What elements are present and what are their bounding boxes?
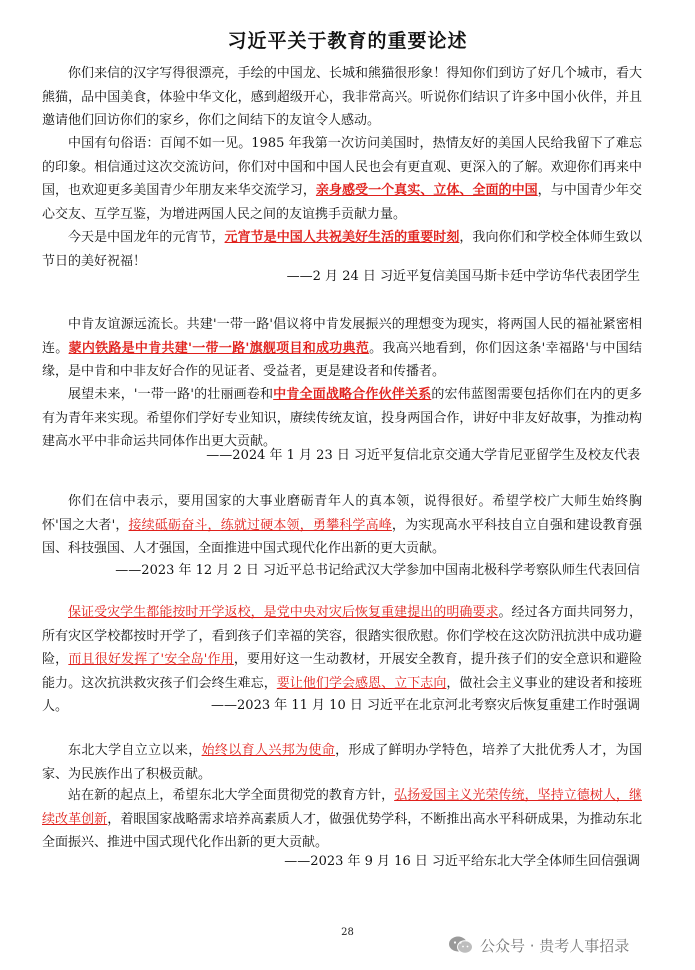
highlighted-text: 接续砥砺奋斗，练就过硬本领，勇攀科学高峰 (128, 517, 392, 533)
text-segment: ，我向你们和学校全体师生致以节日的美好祝福！ (42, 230, 642, 269)
watermark-text: 公众号 · 贵考人事招录 (480, 936, 630, 955)
text-segment: 站在新的起点上，希望东北大学全面贯彻党的教育方针， (68, 788, 395, 803)
text-segment: 。经过各方面共同努力，所有灾区学校都按时开学了，看到孩子们幸福的笑容，很踏实很欣慰。你们学校在这次防汛抗洪中成功避险， (42, 605, 642, 667)
text-segment: ，为实现高水平科技自立自强和建设教育强国、科技强国、人才强国，全面推进中国式现代化作出新的更大贡献。 (42, 517, 642, 556)
text-segment: ，着眼国家战略需求培养高素质人才，做强优势学科，不断推出高水平科研成果，为推动东北全面振兴、推进中国式现代化作出新的更大贡献。 (42, 811, 642, 850)
text-segment: 。我高兴地看到，你们因这条'幸福路'与中国结缘，是中肯和中非友好合作的见证者、受益者，更是建设者和传播者。 (42, 340, 642, 379)
highlighted-text: 而且很好发挥了'安全岛'作用 (68, 652, 234, 667)
highlighted-text: 弘扬爱国主义光荣传统，坚持立德树人，继续改革创新 (42, 788, 642, 827)
text-segment: 展望未来，'一带一路'的壮丽画卷和 (68, 387, 274, 402)
signature: ——2 月 24 日 习近平复信美国马斯卡廷中学访华代表团学生 (286, 269, 640, 284)
signature: ——2023 年 9 月 16 日 习近平给东北大学全体师生回信强调 (284, 854, 640, 869)
highlighted-text: 保证受灾学生都能按时开学返校，是党中央对灾后恢复重建提出的明确要求 (68, 605, 499, 620)
wechat-icon (448, 935, 474, 955)
signature: ——2024 年 1 月 23 日 习近平复信北京交通大学肯尼亚留学生及校友代表 (206, 448, 640, 463)
highlighted-text: 始终以育人兴邦为使命 (201, 743, 336, 758)
highlighted-text: 亲身感受一个真实、立体、全面的中国 (315, 183, 538, 198)
highlighted-text: 中肯全面战略合作伙伴关系 (273, 387, 432, 402)
paragraph (42, 132, 642, 226)
paragraph (42, 62, 642, 133)
highlighted-text: 元宵节是中国人共祝美好生活的重要时刻 (224, 230, 460, 245)
signature: ——2023 年 12 月 2 日 习近平总书记给武汉大学参加中国南北极科学考察队师生代表回信 (115, 563, 640, 578)
paragraph (42, 383, 642, 454)
page-number: 28 (341, 927, 354, 938)
paragraph (42, 784, 642, 855)
signature: ——2023 年 11 月 10 日 习近平在北京河北考察灾后恢复重建工作时强调 (211, 698, 640, 713)
text-segment: 你们来信的汉字写得很漂亮，手绘的中国龙、长城和熊猫很形象！得知你们到访了好几个城市，看大熊猫，品中国美食，体验中华文化，感到超级开心，我非常高兴。听说你们结识了许多中国小伙伴，并且邀请他们回访你们的家乡，你们之间结下的友谊令人感动。 (42, 66, 642, 128)
text-segment: ，做社会主义事业的建设者和接班人。 (42, 675, 642, 714)
highlighted-text: 蒙内铁路是中肯共建'一带一路'旗舰项目和成功典范 (68, 340, 370, 356)
paragraph (42, 313, 642, 384)
text-segment: 的宏伟蓝图需要包括你们在内的更多有为青年来实现。希望你们学好专业知识，赓续传统友谊，投身两国合作，讲好中非友好故事，为推动构建高水平中非命运共同体作出更大贡献。 (42, 387, 642, 449)
text-segment: ，要用好这一生动教材，开展安全教育，提升孩子们的安全意识和避险能力。这次抗洪救灾孩子们会终生难忘， (42, 652, 642, 691)
text-segment: 今天是中国龙年的元宵节， (68, 230, 225, 245)
highlighted-text: 要让他们学会感恩、立下志向 (276, 675, 447, 691)
text-segment: 中肯友谊源远流长。共建'一带一路'倡议将中肯发展振兴的理想变为现实，将两国人民的福祉紧密相连。 (42, 317, 642, 356)
paragraph (42, 739, 642, 786)
watermark (448, 933, 629, 957)
text-segment: 东北大学自立立以来， (68, 743, 202, 758)
page-title: 习近平关于教育的重要论述 (227, 30, 468, 52)
text-segment: 你们在信中表示，要用国家的大事业磨砺青年人的真本领，说得很好。希望学校广大师生始终胸怀'国之大者'， (42, 494, 642, 533)
text-segment: ，形成了鲜明办学特色，培养了大批优秀人才，为国家、为民族作出了积极贡献。 (42, 743, 642, 782)
paragraph (42, 490, 642, 561)
paragraph (42, 226, 642, 273)
text-segment: ，与中国青少年交心交友、互学互鉴，为增进两国人民之间的友谊携手贡献力量。 (42, 183, 642, 222)
text-segment: 中国有句俗语：百闻不如一见。1985 年我第一次访问美国时，热情友好的美国人民给我留下了难忘的印象。相信通过这次交流访问，你们对中国和中国人民也会有更直观、更深入的了解。欢迎你们再来中国，也欢迎更多美国青少年朋友来华交流学习， (42, 136, 642, 198)
